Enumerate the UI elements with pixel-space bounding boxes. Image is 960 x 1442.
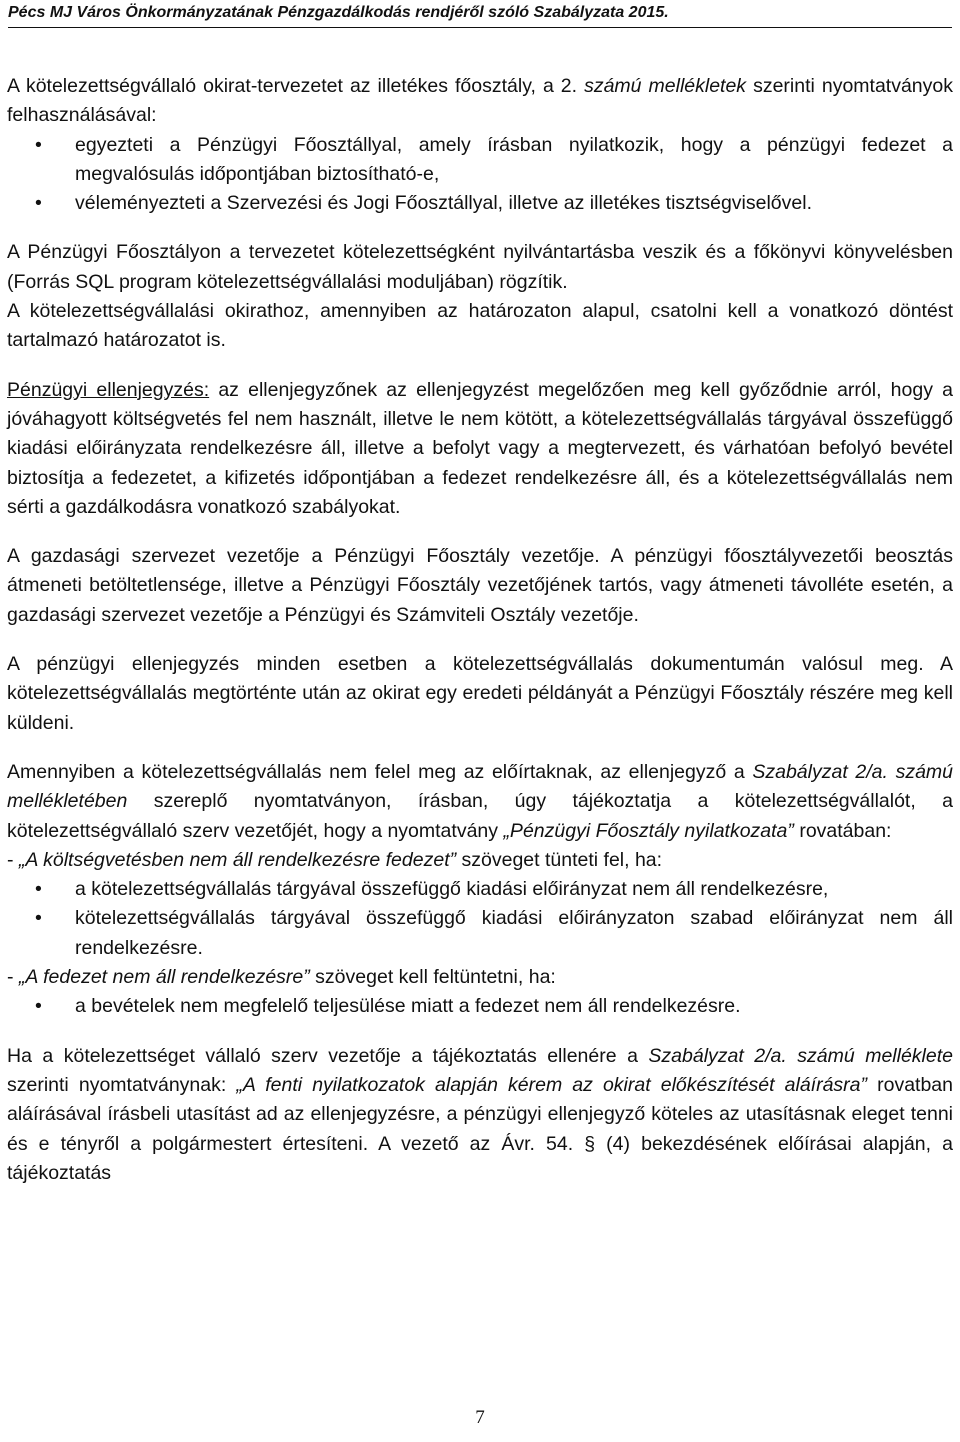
bullet-list bbox=[7, 875, 953, 963]
dash-prefix: - bbox=[7, 966, 19, 989]
text-span: rovatában: bbox=[793, 819, 892, 842]
paragraph-noncompliance bbox=[7, 758, 953, 846]
italic-span: Szabályzat 2/a. számú mellékletében bbox=[7, 760, 953, 813]
list-item: • kötelezettségvállalás tárgyával összefüggő kiadási előirányzaton szabad előirányzat nem áll rendelkezésre. bbox=[7, 904, 953, 963]
paragraph-countersign-document: A pénzügyi ellenjegyzés minden esetben a kötelezettségvállalás dokumentumán valósul meg. A kötelezettségvállalás megtörténte után az okirat egy eredeti példányát a Pénzügyi Főosztály részére meg kell küldeni. bbox=[7, 653, 953, 734]
italic-span: „A fedezet nem áll rendelkezésre” bbox=[18, 966, 310, 989]
list-item: • a kötelezettségvállalás tárgyával összefüggő kiadási előirányzat nem áll rendelkezésre, bbox=[7, 875, 953, 904]
italic-span: „A fenti nyilatkozatok alapján kérem az okirat előkészítését aláírásra” bbox=[236, 1073, 868, 1096]
italic-span: számú mellékletek bbox=[584, 75, 747, 97]
italic-span: Szabályzat 2/a. számú melléklete bbox=[648, 1044, 953, 1067]
text-span: szöveget kell feltüntetni, ha: bbox=[309, 966, 556, 989]
list-item: • a bevételek nem megfelelő teljesülése miatt a fedezet nem áll rendelkezésre. bbox=[7, 992, 953, 1021]
underlined-heading: Pénzügyi ellenjegyzés: bbox=[7, 378, 210, 401]
paragraph-registration: A Pénzügyi Főosztályon a tervezetet kötelezettségként nyilvántartásba veszik és a főkönyvi könyvelésben (Forrás SQL program kötelezettségvállalási moduljában) rögzítik. bbox=[7, 241, 953, 293]
text-span: szerinti nyomtatványnak: bbox=[7, 1073, 237, 1096]
text-span: Amennyiben a kötelezettségvállalás nem felel meg az előírtaknak, az ellenjegyző a bbox=[7, 760, 753, 783]
paragraph-draft-procedure bbox=[7, 72, 953, 131]
text-span: Ha a kötelezettséget vállaló szerv vezetője a tájékoztatás ellenére a bbox=[7, 1044, 649, 1067]
list-item: • véleményezteti a Szervezési és Jogi Főosztállyal, illetve az illetékes tisztségviselővel. bbox=[7, 189, 953, 218]
paragraph-attachment: A kötelezettségvállalási okirathoz, amennyiben az határozaton alapul, csatolni kell a vonatkozó döntést tartalmazó határozatot is. bbox=[7, 300, 953, 352]
page-number: 7 bbox=[475, 1407, 485, 1428]
paragraph-override-instruction bbox=[7, 1042, 953, 1188]
text-span: rovatban aláírásával írásbeli utasítást ad az ellenjegyzésre, a pénzügyi ellenjegyző köteles az utasításnak eleget tenni és e tényről a polgármestert értesíteni. A vezető az Ávr. 54. § (4) bekezdésének előírásai alapján, a tájékoztatás bbox=[7, 1073, 953, 1184]
list-item: • egyezteti a Pénzügyi Főosztállyal, amely írásban nyilatkozik, hogy a pénzügyi fedezet a megvalósulás időpontjában biztosítható-e, bbox=[7, 131, 953, 190]
text-span: szereplő nyomtatványon, írásban, úgy tájékoztatja a kötelezettségvállalót, a kötelezettségvállaló szerv vezetőjét, hogy a nyomtatvány bbox=[7, 790, 953, 842]
bullet-list bbox=[7, 992, 953, 1021]
dash-item-no-coverage bbox=[7, 963, 953, 992]
text-span: A kötelezettségvállaló okirat-tervezetet az illetékes főosztály, a 2. bbox=[7, 75, 585, 97]
italic-span: „A költségvetésben nem áll rendelkezésre fedezet” bbox=[18, 848, 457, 871]
text-span: szerinti nyomtatványok felhasználásával: bbox=[7, 75, 953, 127]
dash-prefix: - bbox=[7, 848, 19, 871]
page-header: Pécs MJ Város Önkormányzatának Pénzgazdálkodás rendjéről szóló Szabályzata 2015. bbox=[8, 3, 952, 28]
italic-span: „Pénzügyi Főosztály nyilatkozata” bbox=[503, 819, 794, 842]
document-body bbox=[7, 72, 953, 1188]
paragraph-financial-countersign bbox=[7, 376, 953, 522]
text-span: az ellenjegyzőnek az ellenjegyzést megelőzően meg kell győződnie arról, hogy a jóváhagyott költségvetés fel nem használt, illetve le nem kötött, a kötelezettségvállalás tárgyával összefüggő kiadási előirányzata rendelkezésre áll, illetve a befolyt vagy a megtervezett, és várhatóan befolyó bevétel biztosítja a fedezetet, a kifizetés időpontjában a fedezet rendelkezésre áll, és a kötelezettségvállalás nem sérti a gazdálkodásra vonatkozó szabályokat. bbox=[7, 378, 953, 518]
text-span: szöveget tünteti fel, ha: bbox=[456, 848, 663, 871]
dash-item-no-budget bbox=[7, 846, 953, 875]
bullet-list bbox=[7, 131, 953, 219]
paragraph-economic-head: A gazdasági szervezet vezetője a Pénzügyi Főosztály vezetője. A pénzügyi főosztályvezetői beosztás átmeneti betöltetlensége, illetve a Pénzügyi Főosztály vezetőjének tartós, vagy átmeneti távolléte esetén, a gazdasági szervezet vezetője a Pénzügyi és Számviteli Osztály vezetője. bbox=[7, 545, 953, 626]
